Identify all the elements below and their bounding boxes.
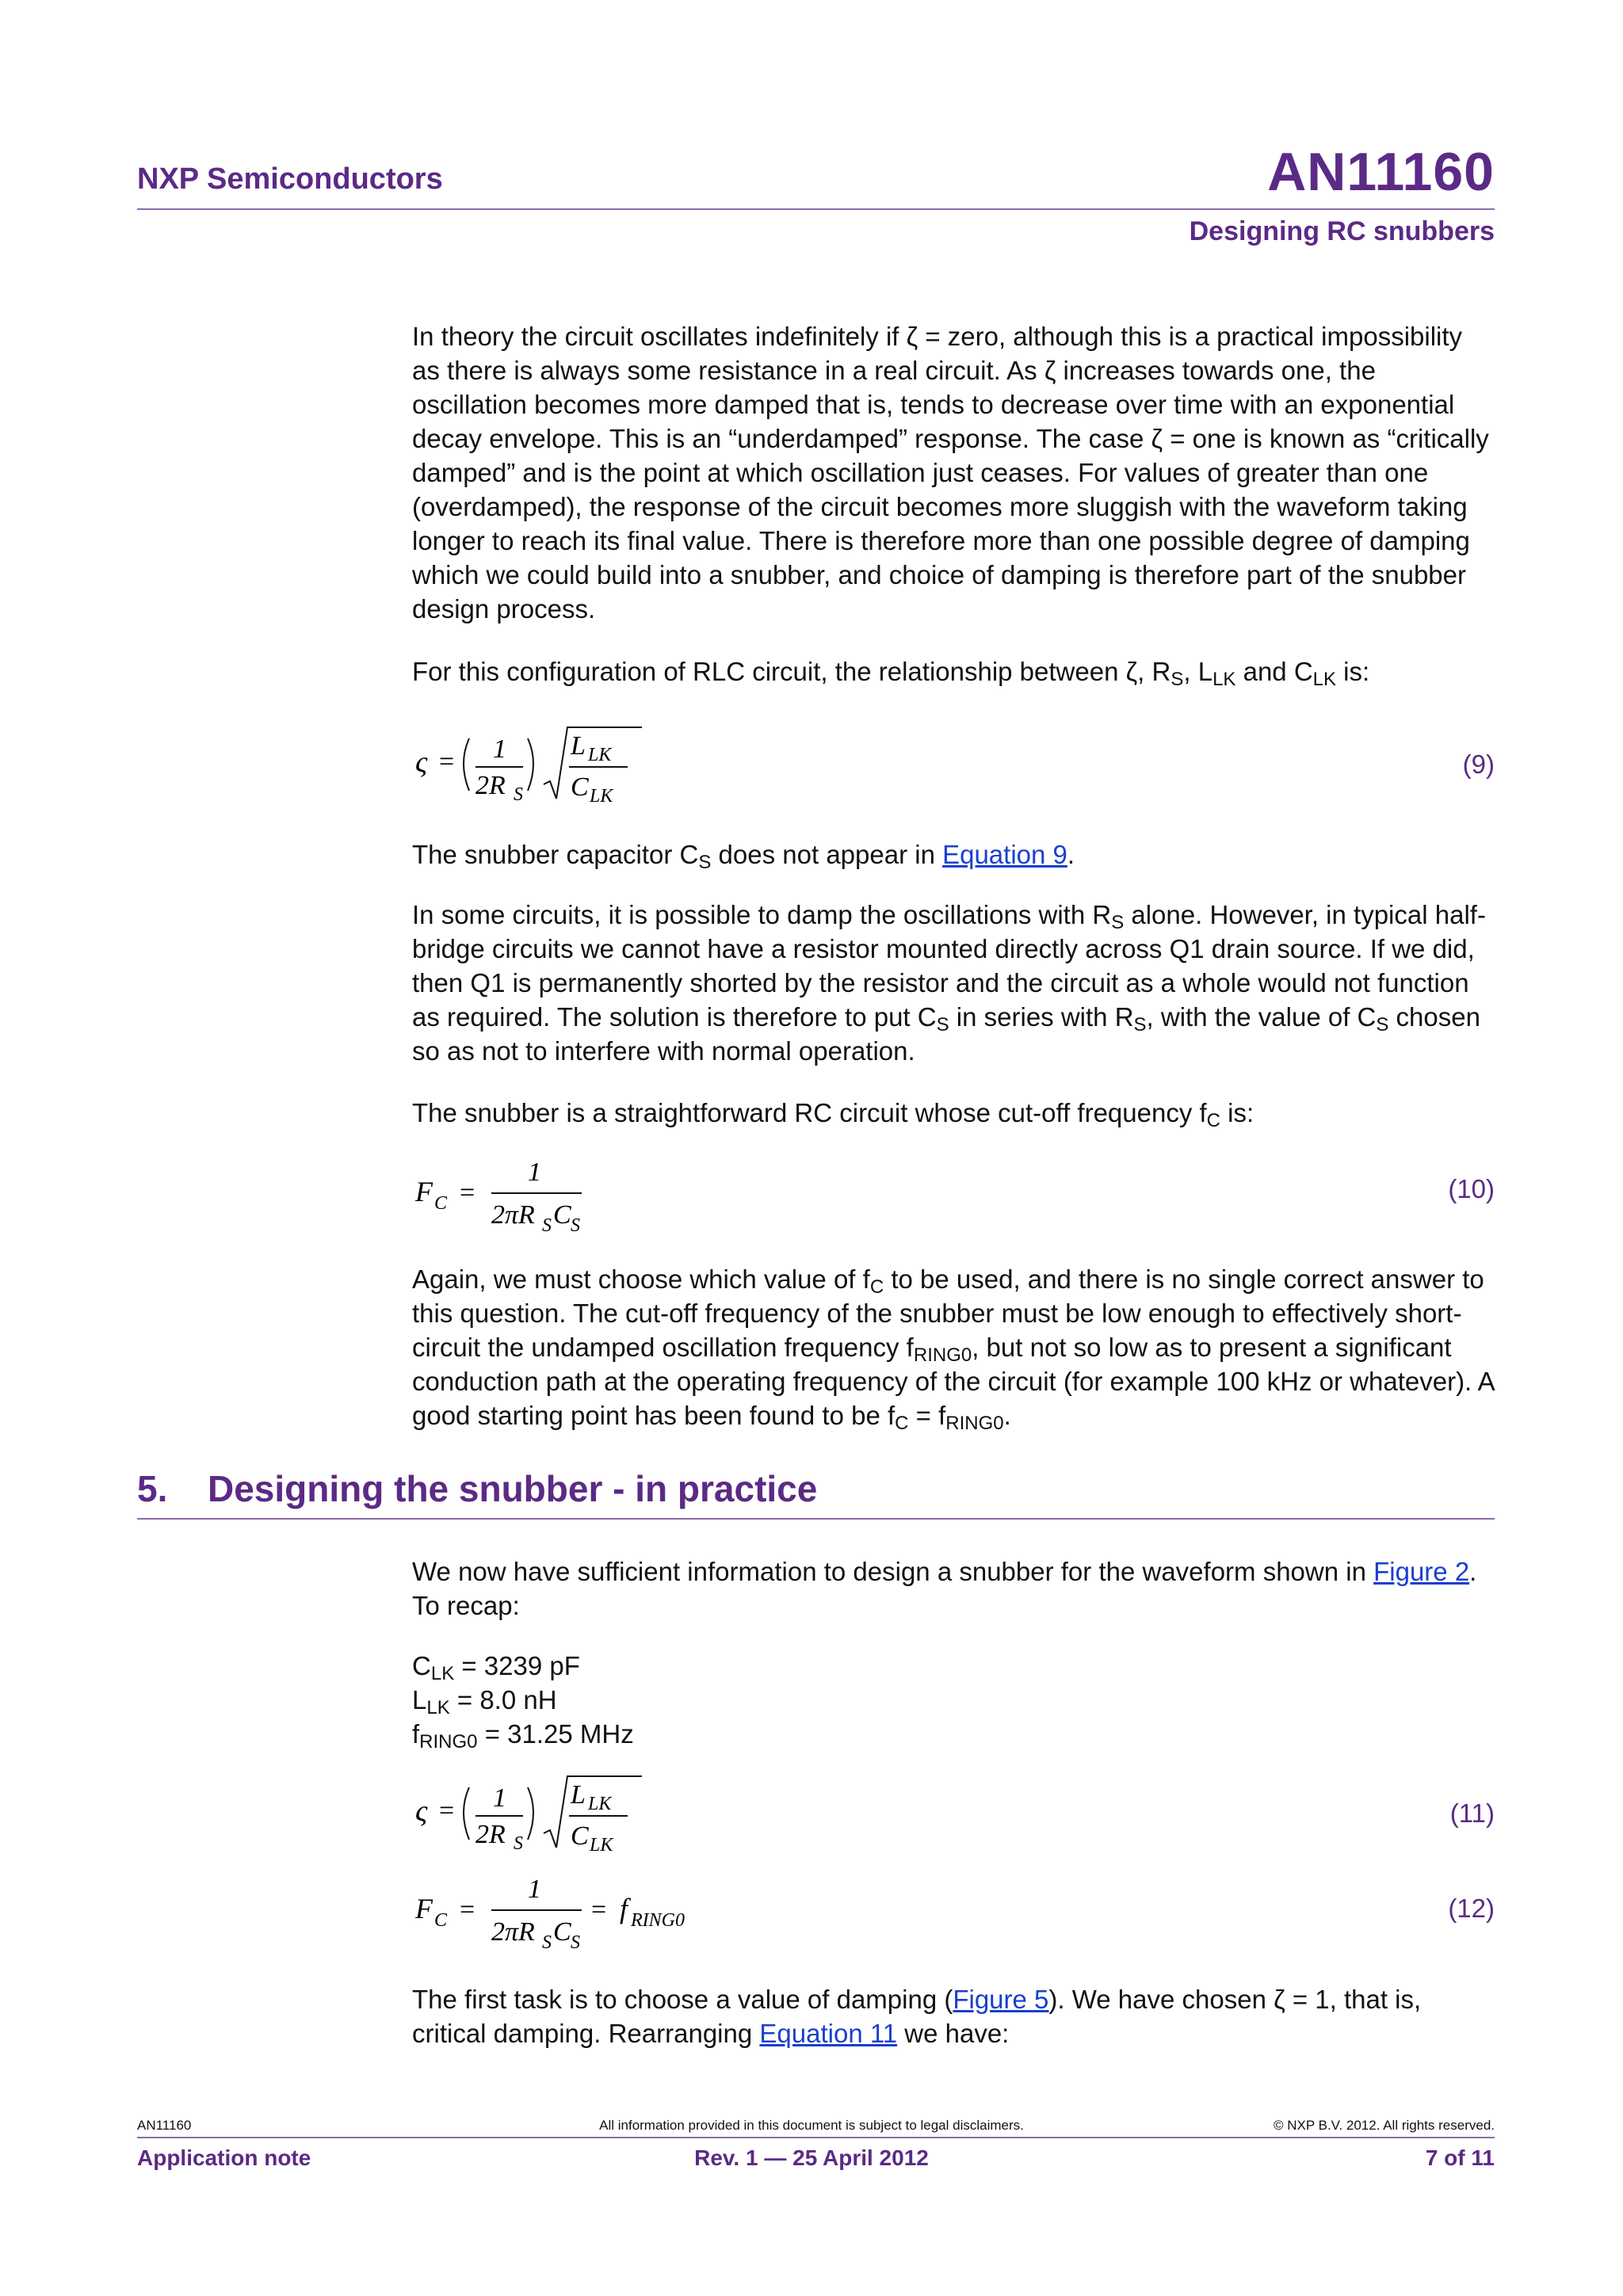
equation-9 — [412, 719, 650, 807]
eq9-radicand-bottom-sub: LK — [590, 786, 613, 807]
paragraph-choose-fc: Again, we must choose which value of $f_C$ to be used, and there is no single correct answer to this question. The cut-off frequency of the snubber must be low enough to effectively short-circuit the undamped oscillation frequency $f_{RING0}$, but not so low as to present a significant conduction path at the operating frequency of the circuit (for example 100 kHz or whatever). A good starting point has been found to be $f_C = f_{RING0}$. — [412, 1264, 1494, 1434]
equation-10 — [412, 1157, 618, 1236]
link-figure-2[interactable]: Figure 2 — [1373, 1557, 1470, 1586]
equation-11-number: (11) — [1449, 1798, 1495, 1828]
equation-12 — [412, 1874, 745, 1953]
paragraph-damping-theory: In theory the circuit oscillates indefinitely if ζ = zero, although this is a practical impossibility as there is always some resistance in a real circuit. As ζ increases towards one, the oscillation becomes more damped that is, tends to decrease over time with an exponential decay envelope. This is an “underdamped” response. The case ζ = one is known as “critically damped” and is the point at which oscillation just ceases. For values of greater than one (overdamped), the response of the circuit becomes more sluggish with the waveform taking longer to reach its final value. There is therefore more than one possible degree of damping which we could build into a snubber, and choice of damping is therefore part of the snubber design process. — [412, 322, 1489, 624]
eq12-denominator-sub2: S — [571, 1932, 580, 1953]
footer-page-number: 7 of 11 — [1425, 2145, 1495, 2170]
eq10-denominator-sub1: S — [542, 1215, 552, 1236]
eq9-lhs: ς — [415, 746, 428, 779]
recap-clk: $C_{LK} = 3239$ pF — [412, 1651, 580, 1684]
section-number: 5. — [137, 1468, 168, 1509]
equation-11 — [412, 1768, 650, 1855]
eq11-radicand-bottom-sub: LK — [590, 1835, 613, 1855]
footer-doc-type: Application note — [137, 2145, 311, 2170]
footer-divider — [137, 2137, 1495, 2138]
eq10-denominator-c: C — [553, 1200, 571, 1230]
recap-values — [412, 1649, 1495, 1751]
eq12-lhs: F — [415, 1893, 433, 1924]
eq12-rhs: f — [620, 1893, 628, 1924]
eq12-rhs-sub: RING0 — [631, 1910, 685, 1931]
section-title: Designing the snubber - in practice — [208, 1468, 818, 1509]
paragraph-rlc-relationship: For this configuration of RLC circuit, the relationship between ζ, $R_S$, $L_{LK}$ and $C_{LK}$ is: — [412, 657, 1370, 690]
eq12-numerator: 1 — [528, 1875, 541, 1904]
paragraph-choose-damping: The first task is to choose a value of damping (Figure 5). We have chosen ζ = 1, that is, critical damping. Rearranging Equation 11 we have: — [412, 1985, 1422, 2048]
eq11-denominator-sub: S — [514, 1833, 523, 1854]
eq12-denominator-c: C — [553, 1917, 571, 1947]
equation-10-number: (10) — [1448, 1174, 1495, 1203]
eq10-denominator: 2πR — [491, 1200, 535, 1230]
eq11-radicand-top: L — [571, 1780, 586, 1810]
eq12-equals: = — [460, 1895, 475, 1924]
eq12-equals-2: = — [591, 1895, 607, 1924]
header-divider — [137, 208, 1495, 210]
document-number: AN11160 — [1267, 142, 1495, 202]
eq9-denominator-sub: S — [514, 784, 523, 805]
eq9-radicand-top: L — [571, 731, 586, 761]
eq11-radicand-bottom: C — [571, 1821, 589, 1851]
eq10-lhs-sub: C — [434, 1193, 448, 1214]
footer-revision: Rev. 1 — 25 April 2012 — [694, 2145, 929, 2170]
eq9-radicand-bottom: C — [571, 772, 589, 802]
equation-9-number: (9) — [1462, 749, 1495, 779]
link-equation-11[interactable]: Equation 11 — [759, 2019, 898, 2048]
paragraph-capacitor-note: The snubber capacitor $C_S$ does not appear in Equation 9. — [412, 840, 1075, 873]
paragraph-half-bridge: In some circuits, it is possible to damp the oscillations with $R_S$ alone. However, in typical half-bridge circuits we cannot have a resistor mounted directly across Q1 drain source. If we did, then Q1 is permanently shorted by the resistor and the circuit as a whole would not function as required. The solution is therefore to put $C_S$ in series with $R_S$, with the value of $C_S$ chosen so as not to interfere with normal operation. — [412, 900, 1486, 1066]
eq12-lhs-sub: C — [434, 1910, 448, 1931]
section-divider — [137, 1518, 1495, 1520]
footer-doc-id: AN11160 — [137, 2118, 192, 2133]
eq11-lhs: ς — [415, 1794, 428, 1828]
eq11-numerator: 1 — [493, 1783, 506, 1813]
company-name: NXP Semiconductors — [137, 162, 443, 196]
eq11-radicand-top-sub: LK — [588, 1794, 612, 1814]
eq11-denominator: 2R — [475, 1820, 506, 1849]
eq10-denominator-sub2: S — [571, 1215, 580, 1236]
footer-copyright: © NXP B.V. 2012. All rights reserved. — [1273, 2118, 1495, 2133]
eq9-numerator: 1 — [493, 734, 506, 764]
eq10-lhs: F — [415, 1176, 433, 1207]
eq11-equals: = — [439, 1796, 455, 1825]
paragraph-recap-intro: We now have sufficient information to design a snubber for the waveform shown in Figure 2. To recap: — [412, 1557, 1477, 1620]
link-equation-9[interactable]: Equation 9 — [942, 840, 1067, 869]
eq9-radicand-top-sub: LK — [588, 745, 612, 765]
link-figure-5[interactable]: Figure 5 — [953, 1985, 1049, 2014]
recap-fring0: $f_{RING0} = 31.25$ MHz — [412, 1719, 634, 1753]
document-title: Designing RC snubbers — [1189, 216, 1495, 246]
footer-disclaimer: All information provided in this document is subject to legal disclaimers. — [599, 2118, 1024, 2133]
eq12-denominator-sub1: S — [542, 1932, 552, 1953]
recap-llk: $L_{LK} = 8.0$ nH — [412, 1685, 557, 1718]
eq9-denominator: 2R — [475, 771, 506, 800]
paragraph-cutoff-frequency: The snubber is a straightforward RC circuit whose cut-off frequency $f_C$ is: — [412, 1098, 1254, 1131]
eq10-equals: = — [460, 1178, 475, 1207]
eq12-denominator: 2πR — [491, 1917, 535, 1947]
equation-12-number: (12) — [1448, 1894, 1495, 1923]
eq10-numerator: 1 — [528, 1158, 541, 1187]
eq9-equals: = — [439, 747, 455, 776]
